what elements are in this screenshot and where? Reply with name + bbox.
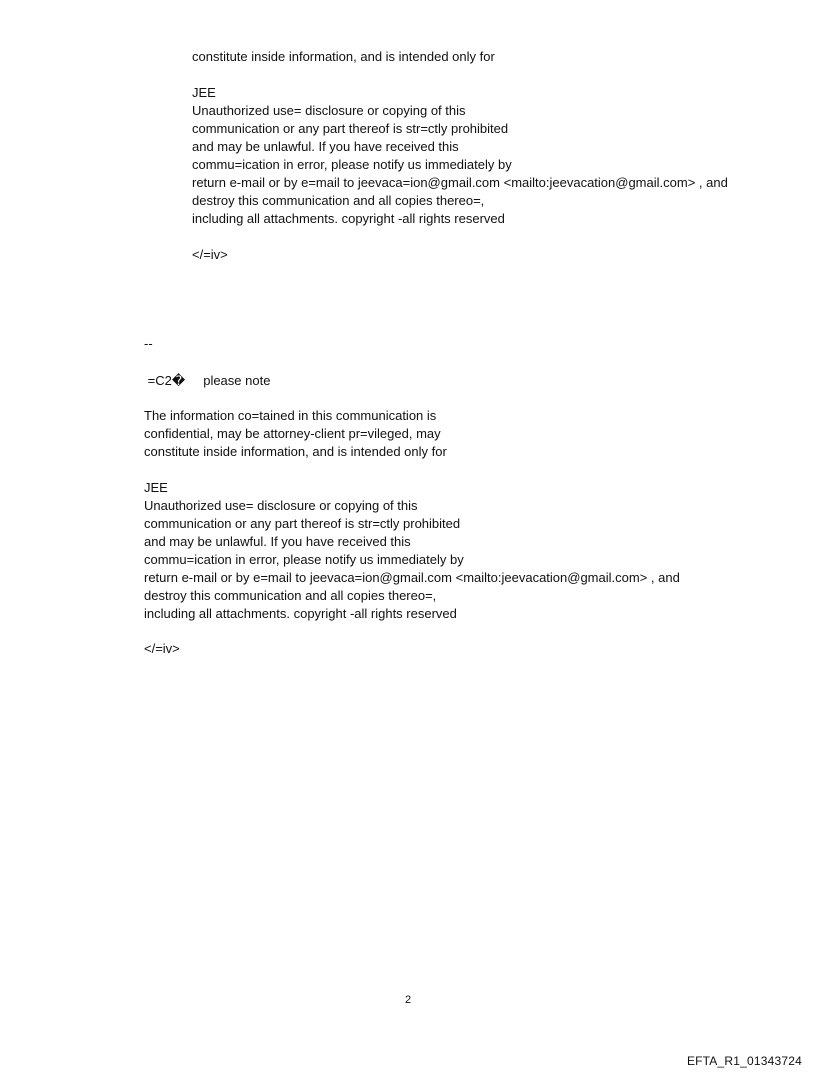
quoted-text-line: including all attachments. copyright -all rights reserved [192,211,505,226]
quoted-text-line: commu=ication in error, please notify us immediately by [192,157,512,172]
signature-separator: -- [144,336,153,351]
quoted-text-line: communication or any part thereof is str=ctly prohibited [192,121,509,136]
disclaimer-line: Unauthorized use= disclosure or copying of this [144,498,418,513]
quoted-text-line: destroy this communication and all copies thereo=, [192,193,485,208]
disclaimer-line: JEE [144,480,168,495]
quoted-text-line: Unauthorized use= disclosure or copying of this [192,103,466,118]
disclaimer-line: </=iv> [144,641,180,656]
quoted-text-line: JEE [192,85,216,100]
disclaimer-line: including all attachments. copyright -all rights reserved [144,606,457,621]
quoted-text-line: return e-mail or by e=mail to jeevaca=ion@gmail.com <mailto:jeevacation@gmail.com> , and [192,175,728,190]
document-id: EFTA_R1_01343724 [686,1054,802,1068]
disclaimer-line: commu=ication in error, please notify us immediately by [144,552,464,567]
disclaimer-line: and may be unlawful. If you have received this [144,534,411,549]
disclaimer-line: The information co=tained in this communication is [144,408,437,423]
quoted-text-line: constitute inside information, and is intended only for [192,49,495,64]
disclaimer-line: destroy this communication and all copies thereo=, [144,588,437,603]
disclaimer-line: return e-mail or by e=mail to jeevaca=ion@gmail.com <mailto:jeevacation@gmail.com> , and [144,570,680,585]
page-number: 2 [404,994,412,1006]
disclaimer-line: confidential, may be attorney-client pr=vileged, may [144,426,441,441]
quoted-text-line: and may be unlawful. If you have received this [192,139,459,154]
quoted-text-line: </=iv> [192,247,228,262]
disclaimer-line: constitute inside information, and is intended only for [144,444,447,459]
disclaimer-line: communication or any part thereof is str=ctly prohibited [144,516,461,531]
note-line: =C2� please note [144,373,271,388]
